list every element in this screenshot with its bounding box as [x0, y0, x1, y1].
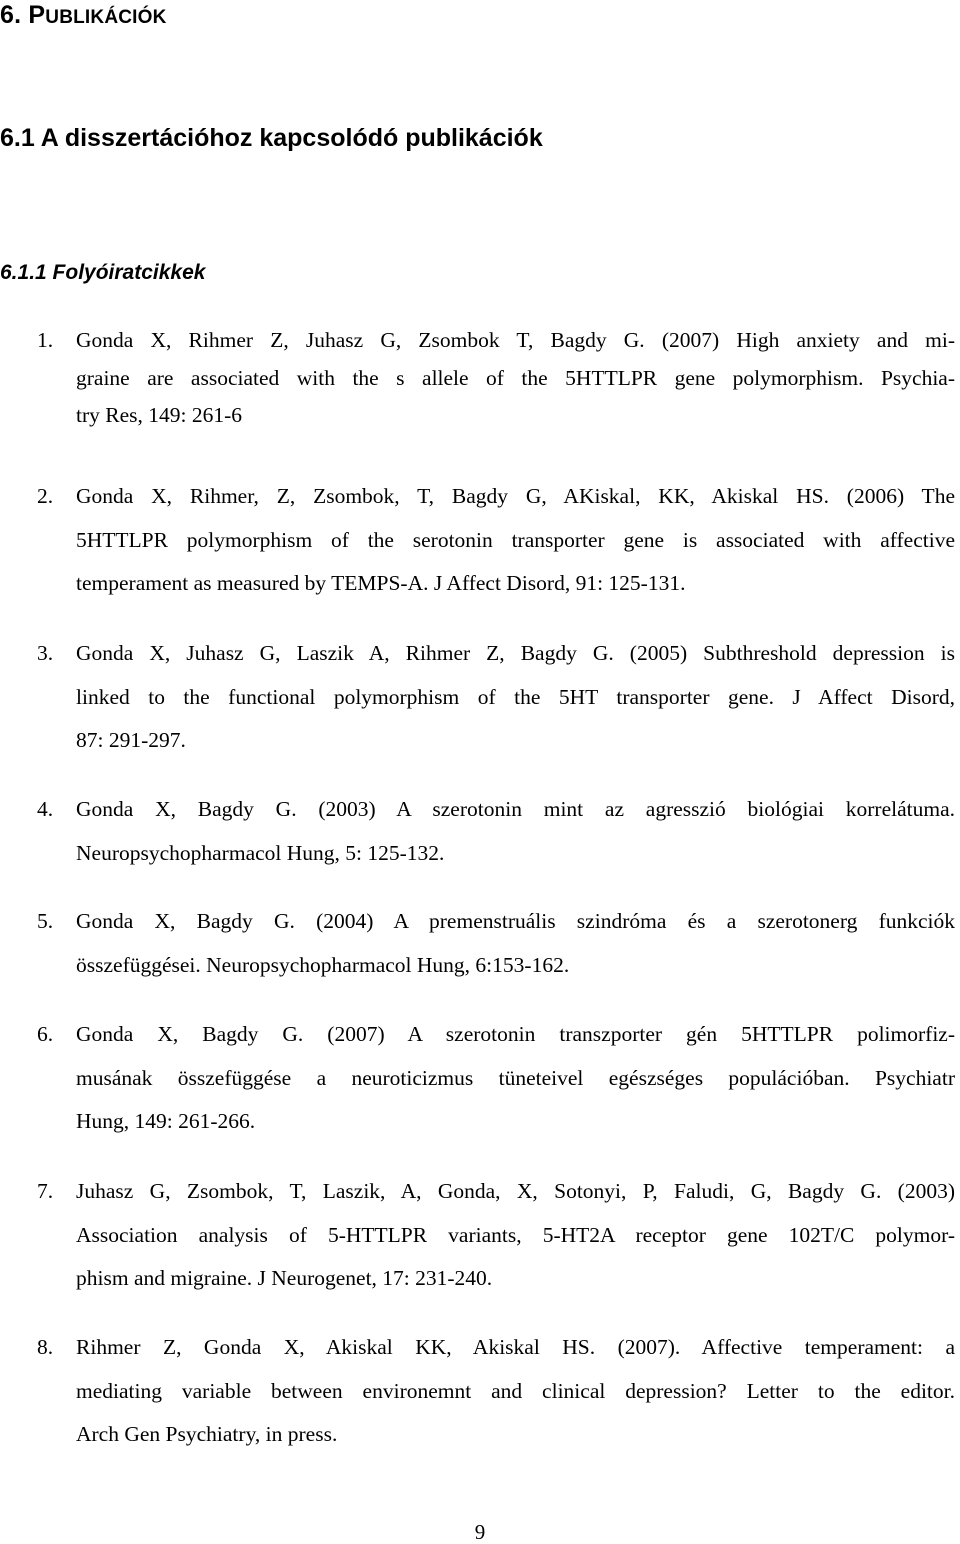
- reference-line: temperament as measured by TEMPS-A. J Affect Disord, 91: 125-131.: [76, 571, 686, 595]
- reference-number: 2.: [37, 484, 54, 508]
- reference-text: [76, 632, 955, 763]
- page-number: 9: [474, 1520, 486, 1544]
- reference-line: Juhasz G, Zsombok, T, Laszik, A, Gonda, X, Sotonyi, P, Faludi, G, Bagdy G. (2003): [76, 1179, 955, 1203]
- section-number: 6.: [0, 1, 22, 29]
- reference-line: musának összefüggése a neuroticizmus tüneteivel egészséges populációban. Psychiatr: [76, 1065, 955, 1090]
- reference-item: [37, 1013, 955, 1144]
- reference-line: Gonda X, Rihmer Z, Juhasz G, Zsombok T, Bagdy G. (2007) High anxiety and mi-: [76, 328, 955, 352]
- reference-line: Gonda X, Rihmer, Z, Zsombok, T, Bagdy G, AKiskal, KK, Akiskal HS. (2006) The: [76, 484, 955, 508]
- reference-text: [76, 475, 955, 606]
- reference-item: [37, 322, 955, 435]
- reference-text: [76, 1170, 955, 1301]
- reference-number: 1.: [37, 328, 54, 352]
- reference-line: Gonda X, Juhasz G, Laszik A, Rihmer Z, Bagdy G. (2005) Subthreshold depression is: [76, 641, 955, 665]
- reference-text: [76, 1326, 955, 1457]
- reference-line: Gonda X, Bagdy G. (2004) A premenstruális szindróma és a szerotonerg funkciók: [76, 909, 955, 933]
- reference-line: phism and migraine. J Neurogenet, 17: 231-240.: [76, 1266, 493, 1290]
- subsection-heading: 6.1 A disszertációhoz kapcsolódó publikációk: [0, 124, 543, 152]
- reference-item: [37, 788, 955, 875]
- reference-number: 7.: [37, 1179, 54, 1203]
- reference-line: 87: 291-297.: [76, 728, 186, 752]
- reference-line: Gonda X, Bagdy G. (2007) A szerotonin transzporter gén 5HTTLPR polimorfiz-: [76, 1022, 955, 1046]
- reference-number: 4.: [37, 797, 54, 821]
- reference-line: Neuropsychopharmacol Hung, 5: 125-132.: [76, 840, 445, 865]
- section-title-initial: P: [28, 1, 46, 29]
- reference-line: linked to the functional polymorphism of the 5HT transporter gene. J Affect Disord,: [76, 684, 955, 709]
- reference-line: graine are associated with the s allele of the 5HTTLPR gene polymorphism. Psychia-: [76, 365, 955, 390]
- reference-line: Arch Gen Psychiatry, in press.: [76, 1422, 338, 1446]
- section-title-rest: UBLIKÁCIÓK: [45, 7, 167, 28]
- reference-text: [76, 1013, 955, 1144]
- reference-number: 5.: [37, 909, 54, 933]
- reference-item: [37, 1170, 955, 1301]
- reference-line: 5HTTLPR polymorphism of the serotonin transporter gene is associated with affective: [76, 527, 955, 552]
- reference-line: try Res, 149: 261-6: [76, 403, 243, 427]
- reference-line: mediating variable between environemnt and clinical depression? Letter to the editor.: [76, 1378, 955, 1403]
- reference-item: [37, 475, 955, 606]
- reference-number: 6.: [37, 1022, 54, 1046]
- reference-text: [76, 900, 955, 987]
- reference-line: Association analysis of 5-HTTLPR variants, 5-HT2A receptor gene 102T/C polymor-: [76, 1222, 955, 1247]
- reference-text: [76, 788, 955, 875]
- reference-item: [37, 1326, 955, 1457]
- reference-item: [37, 632, 955, 763]
- subsubsection-heading: 6.1.1 Folyóiratcikkek: [0, 261, 206, 284]
- reference-line: összefüggései. Neuropsychopharmacol Hung, 6:153-162.: [76, 952, 570, 977]
- reference-line: Hung, 149: 261-266.: [76, 1109, 256, 1133]
- reference-text: [76, 322, 955, 435]
- reference-line: Gonda X, Bagdy G. (2003) A szerotonin mint az agresszió biológiai korrelátuma.: [76, 797, 955, 821]
- reference-number: 3.: [37, 641, 54, 665]
- reference-line: Rihmer Z, Gonda X, Akiskal KK, Akiskal HS. (2007). Affective temperament: a: [76, 1335, 955, 1359]
- reference-item: [37, 900, 955, 987]
- reference-number: 8.: [37, 1335, 54, 1359]
